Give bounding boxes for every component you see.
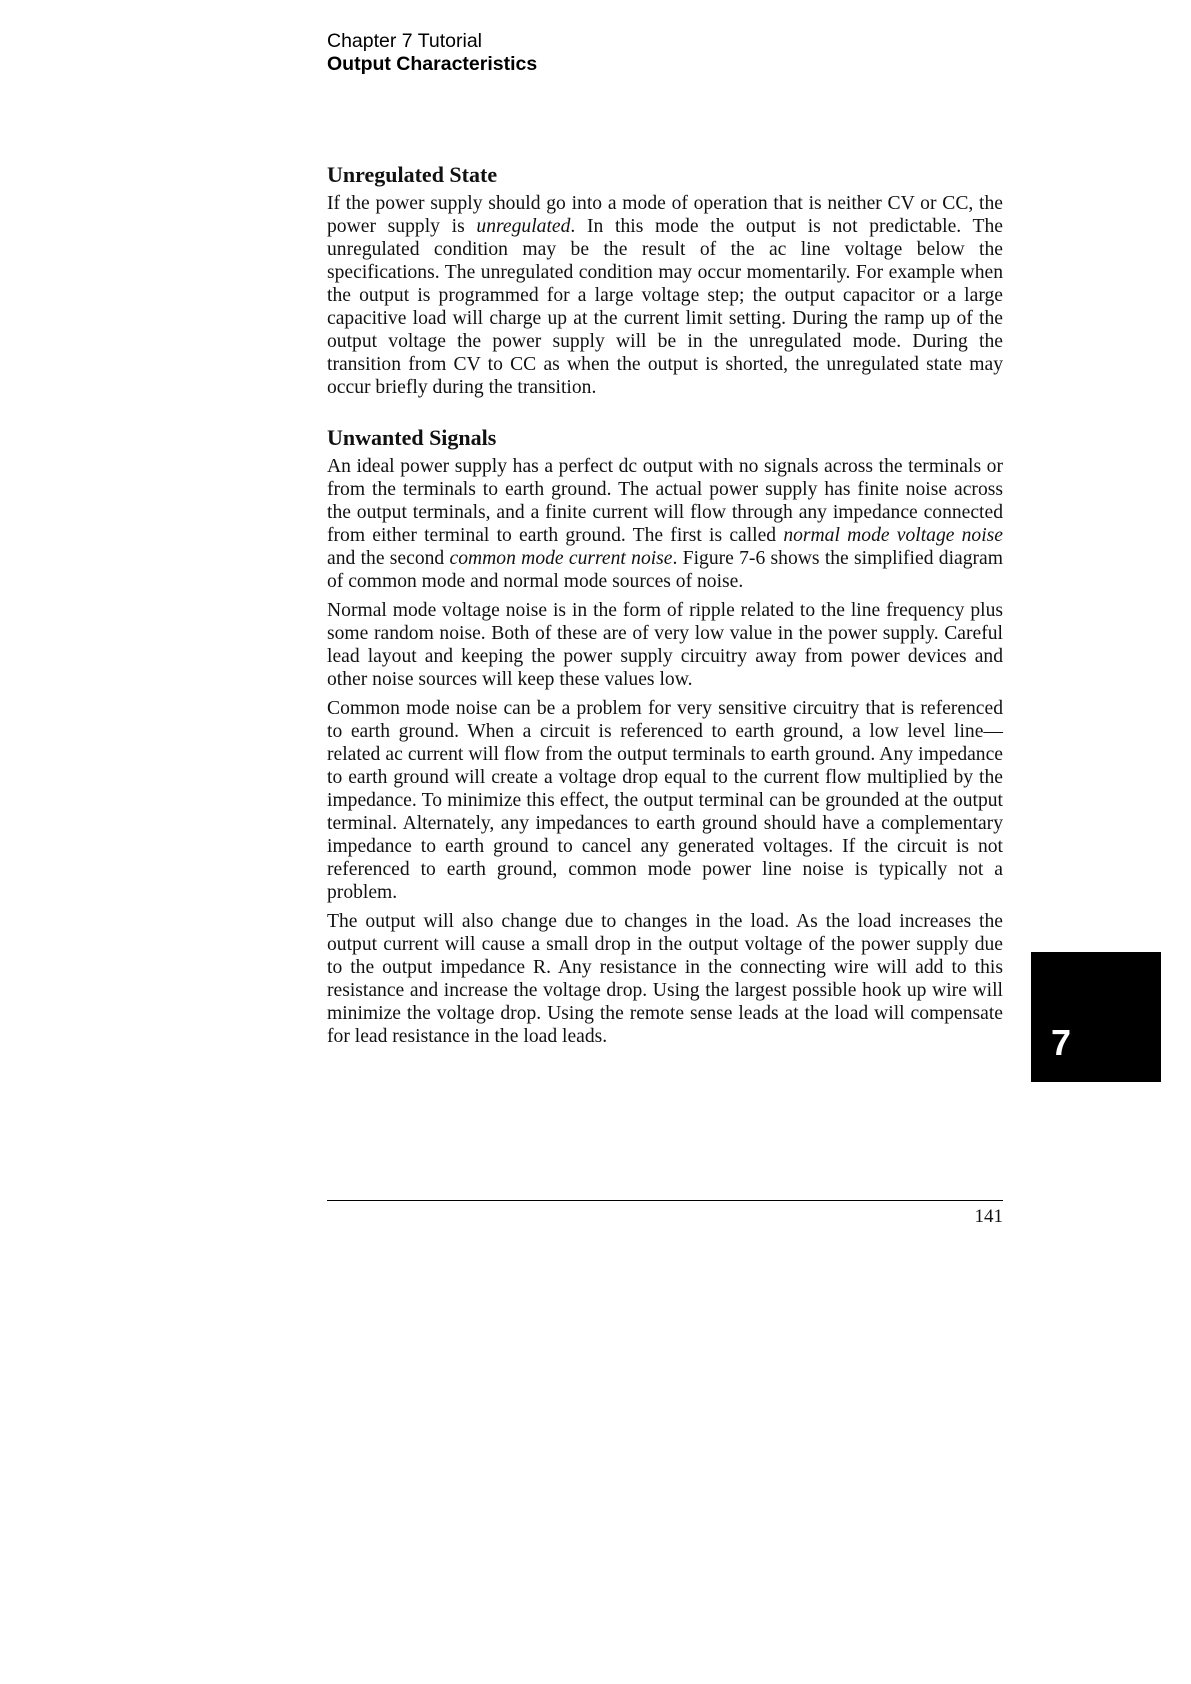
text-run: If the power supply should go into a mode of operation that is neither CV or CC, the power supply is [327,193,1003,237]
text-run: An ideal power supply has a perfect dc output with no signals across the terminals or from the terminals to earth ground. The actual power supply has finite noise across the output terminals, and a finite current will flow through any impedance connected from either terminal to earth ground. The first is called [327,456,1003,546]
chapter-tab-number: 7 [1051,1022,1072,1063]
unwanted-signals-paragraph-2: Normal mode voltage noise is in the form of ripple related to the line frequency plus some random noise. Both of these are of very low value in the power supply. Careful lead layout and keeping the power supply circuitry away from power devices and other noise sources will keep these values low. [327,600,1003,690]
running-header [327,30,537,76]
unwanted-signals-paragraph-3: Common mode noise can be a problem for very sensitive circuitry that is referenced to earth ground. When a circuit is referenced to earth ground, a low level line—related ac current will flow from the output terminals to earth ground. Any impedance to earth ground will create a voltage drop equal to the current flow multiplied by the impedance. To minimize this effect, the output terminal can be grounded at the output terminal. Alternately, any impedances to earth ground should have a complementary impedance to earth ground to cancel any generated voltages. If the circuit is not referenced to earth ground, common mode power line noise is typically not a problem. [327,698,1003,903]
section-title: Output Characteristics [327,53,538,75]
text-run: . In this mode the output is not predictable. The unregulated condition may be the result of the ac line voltage below the specifications. The unregulated condition may occur momentarily. For example when the output is programmed for a large voltage step; the output capacitor or a large capacitive load will charge up at the current limit setting. During the ramp up of the output voltage the power supply will be in the unregulated mode. During the transition from CV to CC as when the output is shorted, the unregulated state may occur briefly during the transition. [327,216,1003,398]
emphasis-unregulated: unregulated [476,216,571,237]
unwanted-signals-heading: Unwanted Signals [327,425,497,450]
footer-rule [327,1200,1003,1201]
chapter-thumb-tab [1031,952,1161,1082]
page-body [327,162,1003,1074]
unwanted-signals-paragraph-4: The output will also change due to changes in the load. As the load increases the output current will cause a small drop in the output voltage of the power supply due to the output impedance R. Any resistance in the connecting wire will add to this resistance and increase the voltage drop. Using the largest possible hook up wire will minimize the voltage drop. Using the remote sense leads at the load will compensate for lead resistance in the load leads. [327,911,1003,1047]
chapter-title: Chapter 7 Tutorial [327,30,483,52]
unregulated-state-section [327,162,1003,399]
emphasis-normal-mode: normal mode voltage noise [783,525,1003,546]
unwanted-signals-paragraph-1 [327,455,1003,593]
text-run: . Figure 7-6 shows the simplified diagram of common mode and normal mode sources of noise. [327,548,1003,592]
text-run: and the second [327,548,450,569]
emphasis-common-mode: common mode current noise [449,548,673,569]
unregulated-state-paragraph [327,192,1003,399]
unwanted-signals-section [327,425,1003,1048]
page-number: 141 [974,1206,1003,1227]
unregulated-state-heading: Unregulated State [327,162,498,187]
